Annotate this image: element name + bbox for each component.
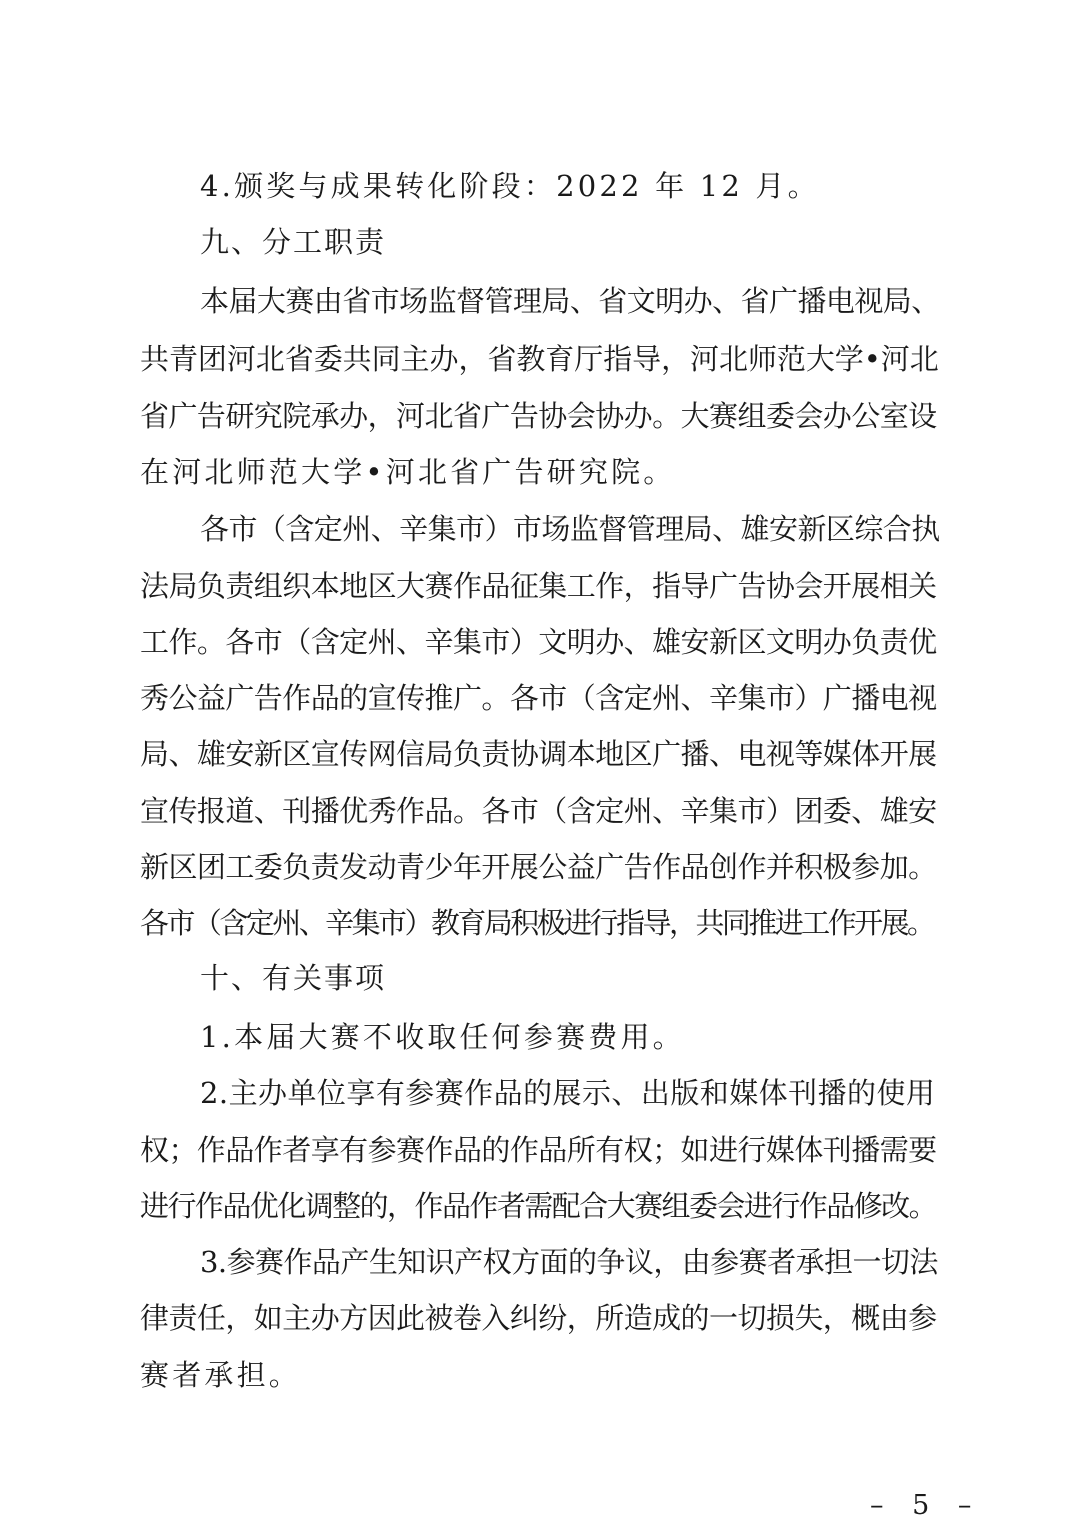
paragraph-line: 各市（含定州、辛集市）教育局积极进行指导，共同推进工作开展。 xyxy=(140,906,934,940)
paragraph-line: 本届大赛由省市场监督管理局、省文明办、省广播电视局、 xyxy=(200,284,940,318)
paragraph-line: 各市（含定州、辛集市）市场监督管理局、雄安新区综合执 xyxy=(200,512,940,546)
text-line: 4.颁奖与成果转化阶段：2022 年 12 月。 xyxy=(200,169,820,203)
paragraph-line: 3.参赛作品产生知识产权方面的争议，由参赛者承担一切法 xyxy=(200,1245,938,1279)
paragraph-line: 进行作品优化调整的，作品作者需配合大赛组委会进行作品修改。 xyxy=(140,1189,937,1223)
section-heading-related-matters: 十、有关事项 xyxy=(200,961,387,995)
section-heading-division-of-duties: 九、分工职责 xyxy=(200,225,387,259)
paragraph-line: 秀公益广告作品的宣传推广。各市（含定州、辛集市）广播电视 xyxy=(140,681,937,715)
paragraph-line: 共青团河北省委共同主办，省教育厅指导，河北师范大学•河北 xyxy=(140,342,939,376)
page-number: – 5 – xyxy=(870,1490,982,1521)
paragraph-line: 权；作品作者享有参赛作品的作品所有权；如进行媒体刊播需要 xyxy=(140,1133,937,1167)
paragraph-line: 法局负责组织本地区大赛作品征集工作，指导广告协会开展相关 xyxy=(140,569,937,603)
paragraph-line: 工作。各市（含定州、辛集市）文明办、雄安新区文明办负责优 xyxy=(140,625,937,659)
paragraph-line: 新区团工委负责发动青少年开展公益广告作品创作并积极参加。 xyxy=(140,850,937,884)
paragraph-line: 局、雄安新区宣传网信局负责协调本地区广播、电视等媒体开展 xyxy=(140,737,937,771)
paragraph-line: 在河北师范大学•河北省广告研究院。 xyxy=(140,455,676,489)
paragraph-line: 2.主办单位享有参赛作品的展示、出版和媒体刊播的使用 xyxy=(200,1076,936,1110)
paragraph-line: 省广告研究院承办，河北省广告协会协办。大赛组委会办公室设 xyxy=(140,399,937,433)
paragraph-line: 律责任，如主办方因此被卷入纠纷，所造成的一切损失，概由参 xyxy=(140,1301,937,1335)
paragraph-line: 1.本届大赛不收取任何参赛费用。 xyxy=(200,1020,685,1054)
paragraph-line: 宣传报道、刊播优秀作品。各市（含定州、辛集市）团委、雄安 xyxy=(140,794,937,828)
paragraph-line: 赛者承担。 xyxy=(140,1358,302,1392)
